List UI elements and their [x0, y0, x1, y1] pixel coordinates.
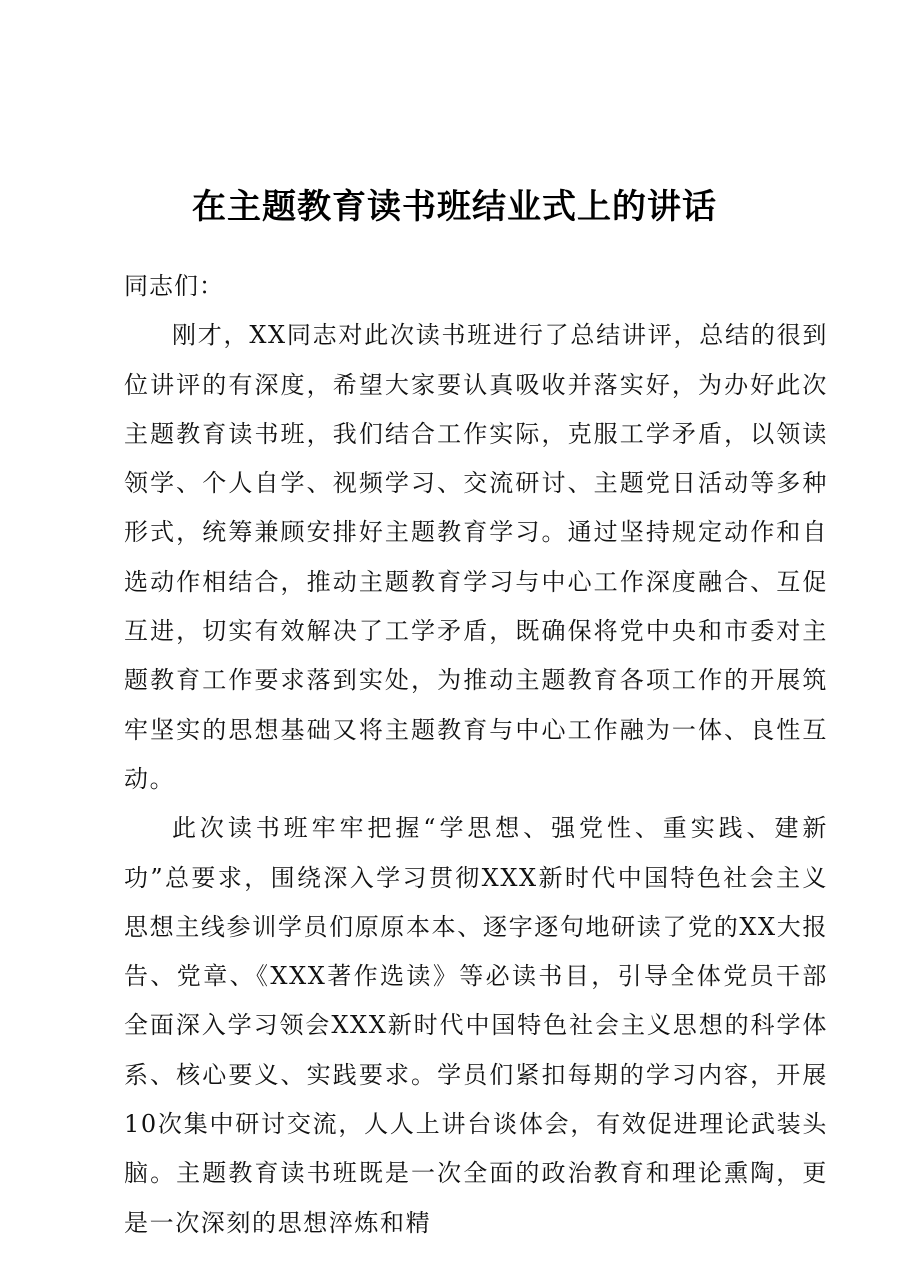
salutation: 同志们： — [124, 272, 224, 300]
paragraph: 此次读书班牢牢把握“学思想、强党性、重实践、建新功”总要求，围绕深入学习贯彻XXX新时代中国特色社会主义思想主线参训学员们原原本本、逐字逐句地研读了党的XX大报告、党章、《XXX著作选读》等必读书目，引导全体党员干部全面深入学习领会XXX新时代中国特色社会主义思想的科学体系、核心要义、实践要求。学员们紧扣每期的学习内容，开展10次集中研讨交流，人人上讲台谈体会，有效促进理论武装头脑。主题教育读书班既是一次全面的政治教育和理论熏陶，更是一次深刻的思想淬炼和精 — [124, 814, 828, 1237]
paragraph: 刚才，XX同志对此次读书班进行了总结讲评，总结的很到位讲评的有深度，希望大家要认真吸收并落实好，为办好此次主题教育读书班，我们结合工作实际，克服工学矛盾，以领读领学、个人自学、视频学习、交流研讨、主题党日活动等多种形式，统筹兼顾安排好主题教育学习。通过坚持规定动作和自选动作相结合，推动主题教育学习与中心工作深度融合、互促互进，切实有效解决了工学矛盾，既确保将党中央和市委对主题教育工作要求落到实处，为推动主题教育各项工作的开展筑牢坚实的思想基础又将主题教育与中心工作融为一体、良性互动。 — [124, 321, 828, 793]
document-title: 在主题教育读书班结业式上的讲话 — [192, 187, 717, 227]
document-body — [124, 262, 828, 1248]
